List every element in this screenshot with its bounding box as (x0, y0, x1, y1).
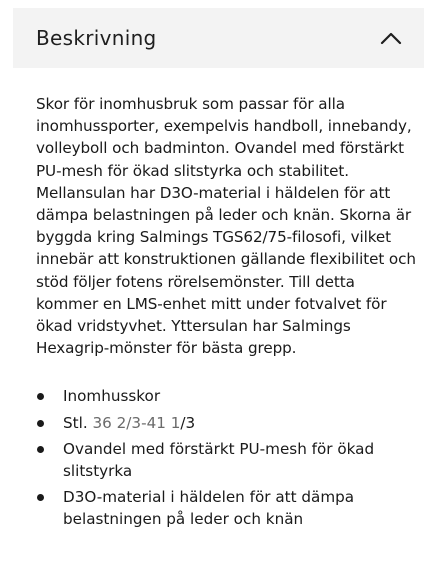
bullet-icon (37, 494, 44, 501)
accordion-content (36, 93, 416, 535)
bullet-icon (37, 420, 44, 427)
size-to: 41 1 (146, 413, 181, 432)
feature-text: D3O-material i häldelen för att dämpa belastningen på leder och knän (63, 488, 355, 529)
size-dash: - (141, 413, 147, 432)
description-accordion-header[interactable] (13, 8, 424, 68)
feature-text: Inomhusskor (63, 387, 161, 406)
chevron-up-icon[interactable] (380, 31, 402, 45)
list-item (36, 486, 416, 530)
feature-text: Ovandel med förstärkt PU-mesh för ökad slitstyrka (63, 439, 375, 481)
product-description: Skor för inomhusbruk som passar för alla inomhussporter, exempelvis handboll, innebandy, volleyboll och badminton. Ovandel med förstärkt PU-mesh för ökad slitstyrka och stabilitet. Mellansulan har D3O-material i häldelen för att dämpa belastningen på leder och knän. Skorna är byggda kring Salmings TGS62/75-filosofi, vilket innebär att konstruktionen gällande flexibilitet och stöd följer fotens rörelsemönster. Till detta kommer en LMS-enhet mitt under fotvalvet för ökad vridstyvhet. Yttersulan har Salmings Hexagrip-mönster för bästa grepp. (36, 95, 416, 358)
list-item (36, 385, 416, 407)
accordion-title: Beskrivning (36, 26, 157, 50)
list-item (36, 412, 416, 434)
size-prefix: Stl. (63, 413, 93, 432)
bullet-icon (37, 393, 44, 400)
size-suffix: /3 (180, 413, 196, 432)
bullet-icon (37, 446, 44, 453)
list-item (36, 438, 416, 482)
feature-list (36, 385, 416, 530)
size-from: 36 2/3 (92, 413, 142, 432)
